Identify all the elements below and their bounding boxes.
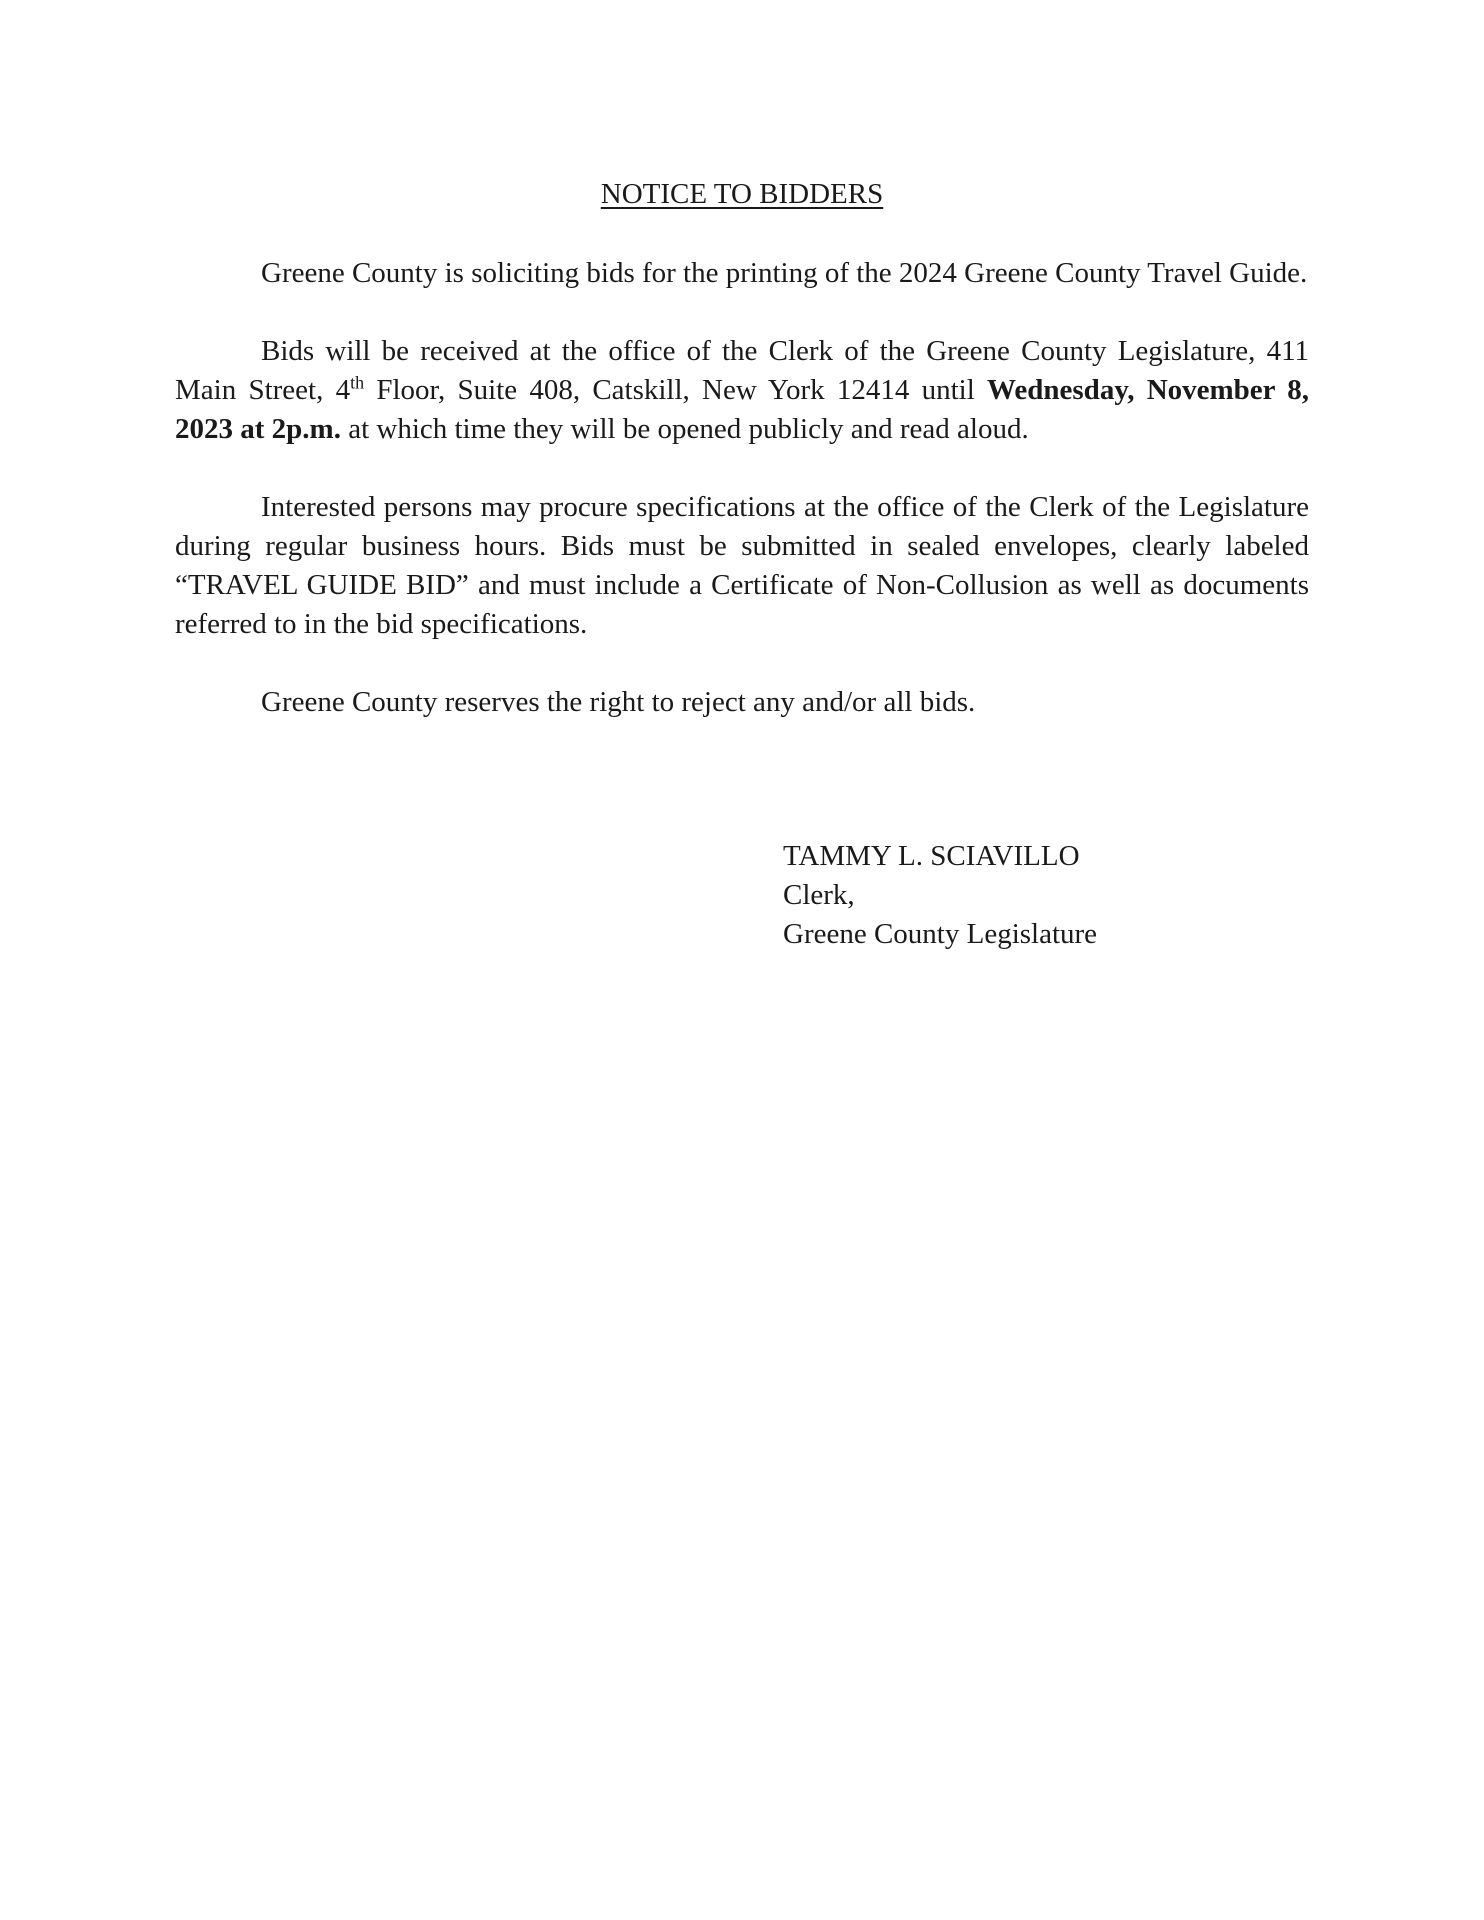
paragraph-reservation: Greene County reserves the right to reject any and/or all bids. xyxy=(261,686,976,718)
notice-title xyxy=(0,176,1484,212)
notice-title-text: NOTICE TO BIDDERS xyxy=(600,178,884,210)
signer-name: TAMMY L. SCIAVILLO xyxy=(783,840,1080,872)
notice-body xyxy=(175,254,1309,722)
ordinal-suffix: th xyxy=(350,372,365,393)
signer-title: Clerk, xyxy=(783,879,855,911)
bid-deadline: Wednesday, November 8, 2023 at 2p.m. xyxy=(175,374,1309,445)
bid-receipt-text-1: Bids will be received at the office of the Clerk of the Greene County Legislature, 411 Main Street, 4 xyxy=(175,335,1309,406)
signer-organization: Greene County Legislature xyxy=(783,918,1098,950)
bid-receipt-text-3: at which time they will be opened publicly and read aloud. xyxy=(340,413,1029,445)
bid-receipt-text-2: Floor, Suite 408, Catskill, New York 12414 until xyxy=(364,374,987,406)
paragraph-specifications: Interested persons may procure specifications at the office of the Clerk of the Legislature during regular business hours. Bids must be submitted in sealed envelopes, clearly labeled “TRAVEL GUIDE BID” and must include a Certificate of Non-Collusion as well as documents referred to in the bid specifications. xyxy=(175,491,1309,640)
signature-block xyxy=(783,837,1097,954)
paragraph-bid-receipt xyxy=(175,332,1309,449)
paragraph-solicitation: Greene County is soliciting bids for the printing of the 2024 Greene County Travel Guide. xyxy=(261,257,1308,289)
